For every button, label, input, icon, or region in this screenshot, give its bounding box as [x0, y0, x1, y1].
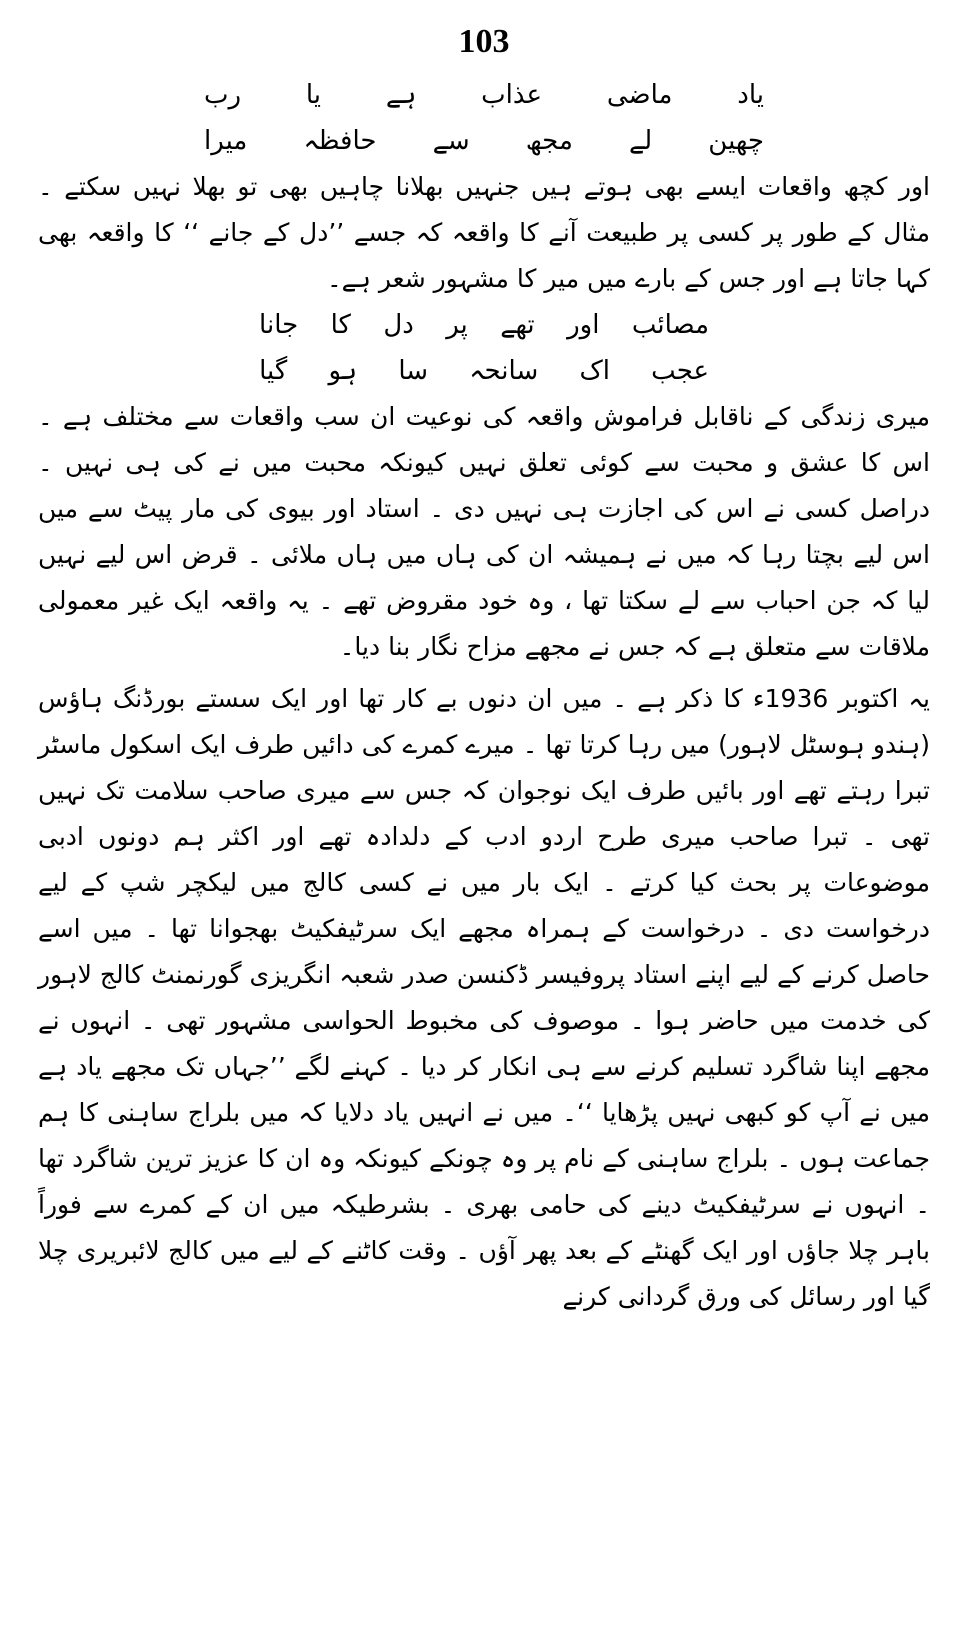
verse-word: عذاب — [481, 80, 543, 110]
verse-word: میرا — [204, 126, 248, 156]
verse-word: یا — [305, 80, 322, 110]
verse-word: مصائب — [631, 310, 709, 340]
verse-word: لے — [629, 126, 653, 156]
verse-word: حافظہ — [303, 126, 377, 156]
verse-word: چھین — [708, 126, 764, 156]
verse-word: پر — [446, 310, 468, 340]
verse-word: اور — [567, 310, 600, 340]
page-number: 103 — [458, 23, 510, 60]
verse-word: اک — [579, 356, 610, 386]
verse-couplet-2 — [259, 302, 709, 394]
verse-word: مجھ — [525, 126, 573, 156]
verse-word: سانحہ — [469, 356, 539, 386]
verse-line — [259, 348, 709, 394]
verse-word: گیا — [259, 356, 288, 386]
verse-word: ہے — [385, 80, 417, 110]
verse-couplet-1 — [204, 72, 764, 164]
verse-word: یاد — [737, 80, 764, 110]
verse-word: ماضی — [606, 80, 673, 110]
verse-word: دل — [383, 310, 414, 340]
paragraph-3: یہ اکتوبر 1936ء کا ذکر ہے ۔ میں ان دنوں بے کار تھا اور ایک سستے بورڈنگ ہاؤس (ہندو ہوسٹل لاہور) میں رہا کرتا تھا ۔ میرے کمرے کی دائیں طرف ایک اسکول ماسٹر تبرا رہتے تھے اور بائیں طرف ایک نوجوان کہ جس سے میری صاحب سلامت تک نہیں تھی ۔ تبرا صاحب میری طرح اردو ادب کے دلدادہ تھے اور اکثر ہم دونوں ادبی موضوعات پر بحث کیا کرتے ۔ ایک بار میں نے کسی کالج میں لیکچر شپ کے لیے درخواست دی ۔ درخواست کے ہمراہ مجھے ایک سرٹیفکیٹ بھجوانا تھا ۔ میں اسے حاصل کرنے کے لیے اپنے استاد پروفیسر ڈکنسن صدر شعبہ انگریزی گورنمنٹ کالج لاہور کی خدمت میں حاضر ہوا ۔ موصوف کی مخبوط الحواسی مشہور تھی ۔ انہوں نے مجھے اپنا شاگرد تسلیم کرنے سے ہی انکار کر دیا ۔ کہنے لگے ’’جہاں تک مجھے یاد ہے میں نے آپ کو کبھی نہیں پڑھایا ‘‘۔ میں نے انہیں یاد دلایا کہ میں بلراج ساہنی کا ہم جماعت ہوں ۔ بلراج ساہنی کے نام پر وہ چونکے کیونکہ وہ ان کا عزیز ترین شاگرد تھا ۔ انہوں نے سرٹیفکیٹ دینے کی حامی بھری ۔ بشرطیکہ میں ان کے کمرے سے فوراً باہر چلا جاؤں اور ایک گھنٹے کے بعد پھر آؤں ۔ وقت کاٹنے کے لیے میں کالج لائبریری چلا گیا اور رسائل کی ورق گردانی کرنے — [38, 684, 931, 1311]
verse-word: عجب — [651, 356, 709, 386]
verse-word: سے — [432, 126, 470, 156]
verse-line — [259, 302, 709, 348]
paragraph-1: اور کچھ واقعات ایسے بھی ہوتے ہیں جنہیں بھلانا چاہیں بھی تو بھلا نہیں سکتے ۔ مثال کے طور پر کسی پر طبیعت آنے کا واقعہ کہ جسے ’’دل کے جانے ‘‘ کا واقعہ بھی کہا جاتا ہے اور جس کے بارے میں میر کا مشہور شعر ہے۔ — [38, 172, 930, 293]
verse-word: کا — [330, 310, 351, 340]
paragraph-2: میری زندگی کے ناقابل فراموش واقعہ کی نوعیت ان سب واقعات سے مختلف ہے ۔ اس کا عشق و محبت سے کوئی تعلق نہیں کیونکہ محبت میں نے کی ہی نہیں ۔ دراصل کسی نے اس کی اجازت ہی نہیں دی ۔ استاد اور بیوی کی مار پیٹ سے میں اس لیے بچتا رہا کہ میں نے ہمیشہ ان کی ہاں میں ہاں ملائی ۔ قرض اس لیے نہیں لیا کہ جن احباب سے لے سکتا تھا ، وہ خود مقروض تھے ۔ یہ واقعہ ایک غیر معمولی ملاقات سے متعلق ہے کہ جس نے مجھے مزاح نگار بنا دیا۔ — [38, 402, 930, 661]
verse-line — [204, 72, 764, 118]
verse-line — [204, 118, 764, 164]
verse-word: ہو — [328, 356, 358, 386]
verse-word: رب — [204, 80, 242, 110]
verse-word: تھے — [500, 310, 535, 340]
verse-word: جانا — [259, 310, 299, 340]
verse-word: سا — [398, 356, 429, 386]
